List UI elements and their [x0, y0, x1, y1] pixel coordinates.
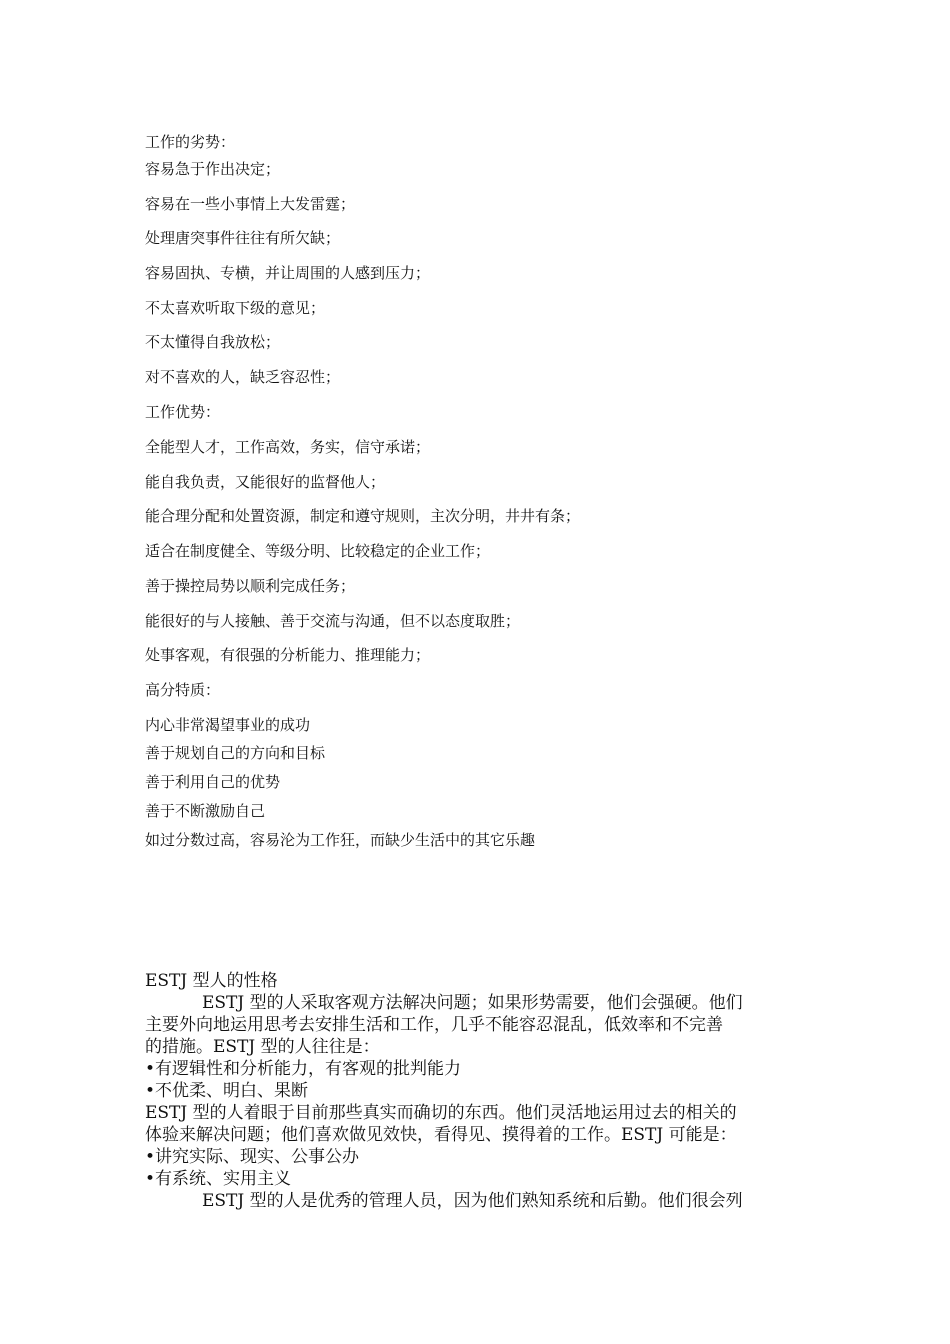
estj-bullet-item: •不优柔、明白、果断: [145, 1081, 309, 1101]
estj-bullet-item: •讲究实际、现实、公事公办: [145, 1147, 360, 1167]
estj-paragraph-line: 体验来解决问题；他们喜欢做见效快，看得见、摸得着的工作。ESTJ 可能是：: [145, 1125, 737, 1145]
strength-item: 善于操控局势以顺利完成任务；: [145, 577, 356, 595]
weakness-item: 处理唐突事件往往有所欠缺；: [145, 229, 341, 247]
strength-item: 全能型人才，工作高效，务实，信守承诺；: [145, 438, 431, 456]
estj-paragraph-line: 主要外向地运用思考去安排生活和工作，几乎不能容忍混乱，低效率和不完善: [145, 1015, 723, 1035]
estj-paragraph-line: ESTJ 型的人着眼于目前那些真实而确切的东西。他们灵活地运用过去的相关的: [145, 1103, 737, 1123]
strengths-heading: 工作优势：: [145, 403, 221, 421]
strength-item: 适合在制度健全、等级分明、比较稳定的企业工作；: [145, 542, 491, 560]
estj-paragraph-line: 的措施。ESTJ 型的人往往是：: [145, 1037, 380, 1057]
strength-item: 处事客观，有很强的分析能力、推理能力；: [145, 646, 431, 664]
strength-item: 能自我负责，又能很好的监督他人；: [145, 473, 386, 491]
estj-paragraph-line: ESTJ 型的人是优秀的管理人员，因为他们熟知系统和后勤。他们很会列: [202, 1191, 743, 1211]
weakness-item: 容易急于作出决定；: [145, 160, 281, 178]
weakness-item: 容易固执、专横，并让周围的人感到压力；: [145, 264, 431, 282]
estj-title: ESTJ 型人的性格: [145, 971, 278, 991]
weakness-item: 对不喜欢的人，缺乏容忍性；: [145, 368, 341, 386]
estj-bullet-item: •有系统、实用主义: [145, 1169, 292, 1189]
strength-item: 能合理分配和处置资源，制定和遵守规则，主次分明，井井有条；: [145, 507, 581, 525]
estj-bullet-item: •有逻辑性和分析能力，有客观的批判能力: [145, 1059, 462, 1079]
high-score-heading: 高分特质：: [145, 681, 221, 699]
high-score-item: 善于不断激励自己: [145, 802, 266, 820]
weaknesses-heading: 工作的劣势：: [145, 133, 236, 151]
high-score-item: 善于规划自己的方向和目标: [145, 744, 326, 762]
high-score-item: 如过分数过高，容易沦为工作狂，而缺少生活中的其它乐趣: [145, 831, 536, 849]
weakness-item: 容易在一些小事情上大发雷霆；: [145, 195, 356, 213]
high-score-item: 内心非常渴望事业的成功: [145, 716, 311, 734]
high-score-item: 善于利用自己的优势: [145, 773, 281, 791]
estj-paragraph-line: ESTJ 型的人采取客观方法解决问题；如果形势需要，他们会强硬。他们: [202, 993, 743, 1013]
weakness-item: 不太喜欢听取下级的意见；: [145, 299, 326, 317]
strength-item: 能很好的与人接触、善于交流与沟通，但不以态度取胜；: [145, 612, 521, 630]
weakness-item: 不太懂得自我放松；: [145, 333, 281, 351]
